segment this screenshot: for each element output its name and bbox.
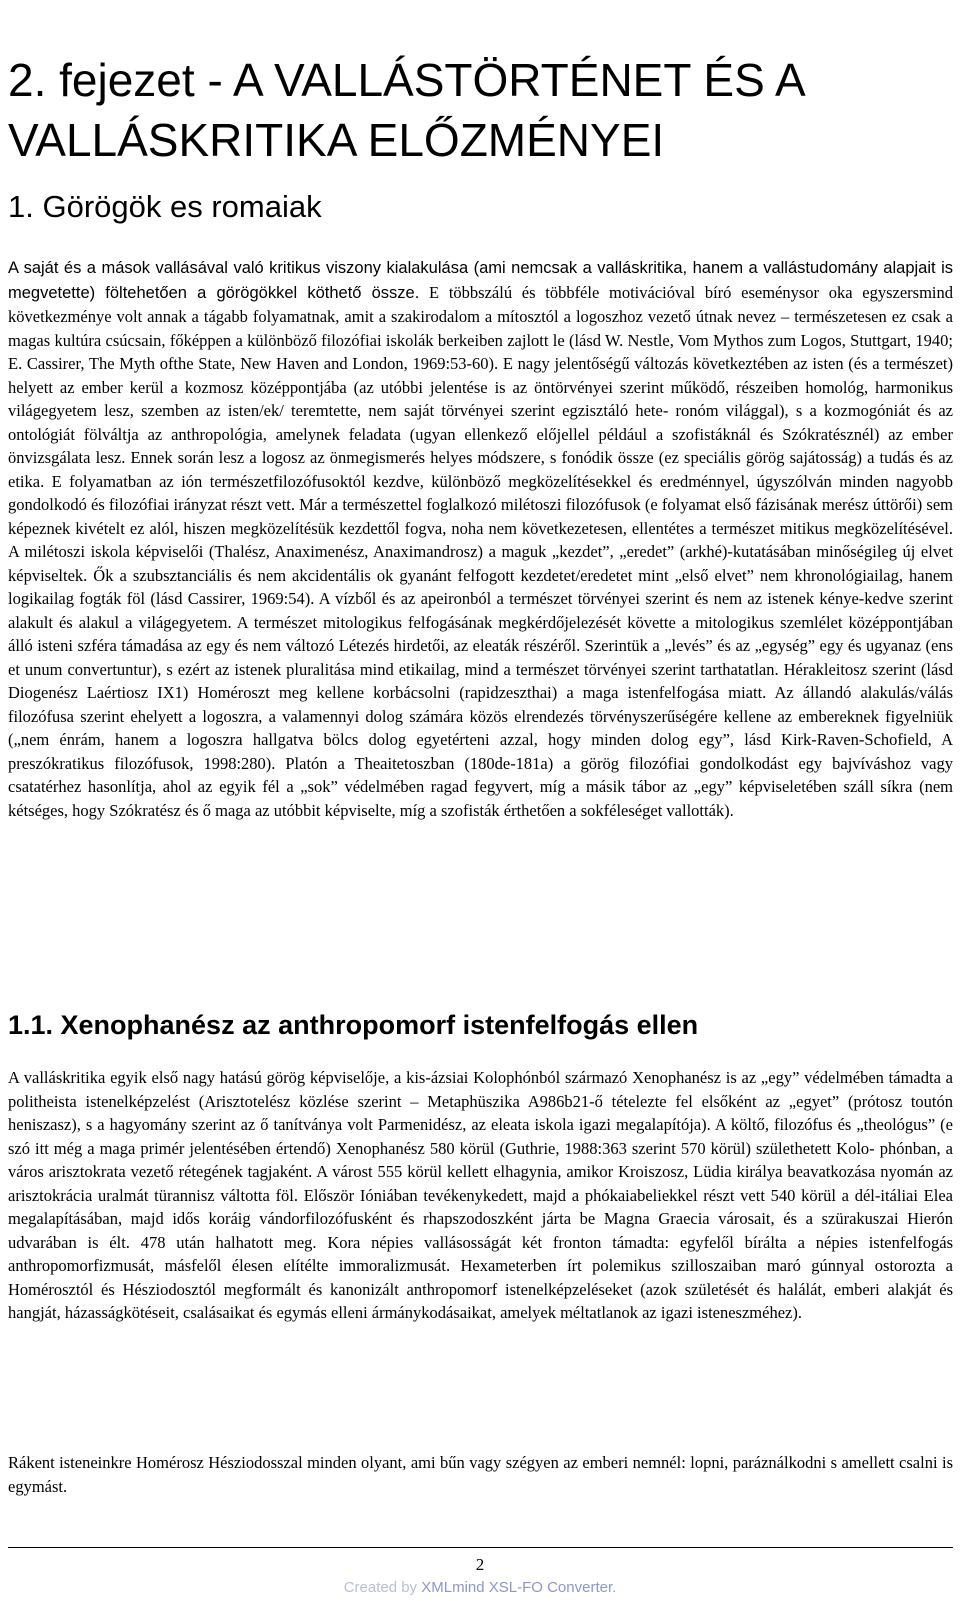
chapter-title: 2. fejezet - A VALLÁSTÖRTÉNET ÉS A VALLÁSKRITIKA ELŐZMÉNYEI bbox=[8, 54, 804, 166]
page-number: 2 bbox=[475, 1555, 485, 1574]
section-title: 1. Görögök es romaiak bbox=[8, 189, 322, 224]
quote-paragraph: Rákent isteneinkre Homérosz Hésziodosszal minden olyant, ami bűn vagy szégyen az emberi nemnél: lopni, paráználkodni s amellett csalni is egymást. bbox=[8, 1453, 953, 1496]
footer-divider bbox=[8, 1547, 953, 1548]
body-paragraph-1 bbox=[8, 256, 953, 822]
paragraph-1-intro: A saját és a mások vallásával való kritikus viszony kialakulása (ami nemcsak a valláskritika, hanem a vallástudomány alapjait is megvetette) föltehetően a görögökkel köthető össze. bbox=[8, 259, 953, 302]
paragraph-1-body: E többszálú és többféle motivációval bíró eseménysor oka egyszersmind következménye volt annak a tágabb folyamatnak, amit a szakirodalom a mítosztól a logoszhoz vezető útnak nevez – természetesen ez csak a magas kultúra csúcsain, főképpen a különböző filozófiai iskolák berkeiben zajlott le (lásd W. Nestle, Vom Mythos zum Logos, Stuttgart, 1940; E. Cassirer, The Myth ofthe State, New Haven and London, 1969:53-60). E nagy jelentőségű változás következtében az isten (és a természet) helyett az ember kerül a kozmosz középpontjába (az utóbbi jelentése is az öntörvényei szerint működő, részeiben homológ, harmonikus világegyetem lesz, szemben az isten/ek/ teremtette, nem saját törvényei szerint egzisztáló hete- ronóm világgal), s a kozmogóniát és az ontológiát fölváltja az anthropológia, amelynek feladata (ugyan ellenkező előjellel például a szofistáknál és Szókratésznél) az ember önvizsgálata lesz. Ennek során lesz a logosz az önmegismerés helyes módszere, s fonódik össze (ez speciális görög sajátosság) a tudás és az etika. E folyamatban az ión természetfilozófusoktól kezdve, különböző megközelítésekkel és eredménnyel, úgyszólván minden nagyobb gondolkodó és filozófiai irányzat részt vett. Már a természettel foglalkozó milétoszi filozófusok (e folyamat első fázisának merész úttörői) sem képeznek kivételt ez alól, hiszen megközelítésük kezdettől fogva, noha nem következetesen, ellentétes a természet mitikus megközelítésével. A milétoszi iskola képviselői (Thalész, Anaximenész, Anaximandrosz) a maguk „kezdet”, „eredet” (arkhé)-kutatásában minőségileg új elvet képviseltek. Ők a szubsztanciális és nem akcidentális ok gyanánt felfogott kezdetet/eredetet mint „első elvet” nem khronológiailag, hanem logikailag fogták föl (lásd Cassirer, 1969:54). A vízből és az apeironból a természet törvényei szerint és nem az istenek kénye-kedve szerint alakult és alakul a világegyetem. A természet mitologikus felfogásának megkérdőjelezését követte a mitologikus szemlélet középpontjában álló isteni szféra támadása az egy és nem változó Létezés hirdetői, az eleaták részéről. Szerintük a „levés” és az „egység” egy és ugyanaz (ens et unum convertuntur), s ezért az istenek pluralitása mind etikailag, mind a természet törvényei szerint tarthatatlan. Hérakleitosz szerint (lásd Diogenész Laértiosz IX1) Homéroszt meg kellene korbácsolni (rapidzeszthai) a maga istenfelfogása miatt. Az állandó alakulás/válás filozófusa szerint ehelyett a logoszra, a valamennyi dolog számára közös elrendezés törvényszerűségére kellene az embereknek figyelniük („nem énrám, hanem a logoszra hallgatva bölcs dolog egyetérteni azzal, hogy minden dolog egy”, lásd Kirk-Raven-Schofield, A preszókratikus filozófusok, 1998:280). Platón a Theaitetoszban (180de-181a) a görög filozófiai gondolkodást egy bajvíváshoz vagy csatatérhez hasonlítja, ahol az egyik fél a „sok” védelmében ragad fegyvert, míg a másik tábor az „egy” képviseletében száll síkra (nem kétséges, hogy Szókratész és ő maga az utóbbit képviselte, míg a szofisták érthetően a sokféleséget vallották). bbox=[8, 282, 953, 820]
footer-created-by: Created by bbox=[343, 1579, 418, 1596]
subsection-title: 1.1. Xenophanész az anthropomorf istenfelfogás ellen bbox=[8, 1010, 699, 1040]
footer-tool-link[interactable]: XMLmind XSL-FO Converter. bbox=[421, 1579, 617, 1596]
body-paragraph-2: A valláskritika egyik első nagy hatású görög képviselője, a kis-ázsiai Kolophónból származó Xenophanész is az „egy” védelmében támadta a politheista istenelképzelést (Arisztotelész közlése szerint – Metaphüszika A986b21-ő tételezte fel elsőként az „egyet” (prótosz toutón heniszasz), s a hagyomány szerint az ő tanítványa volt Parmenidész, az eleata iskola igazi megalapítója). A költő, filozófus és „theológus” (e szó itt még a maga primér jelentésében értendő) Xenophanész 580 körül (Guthrie, 1988:363 szerint 570 körül) születhetett Kolo- phónban, a város arisztokrata vezető rétegének tagjaként. A várost 555 körül kellett elhagynia, amikor Kroiszosz, Lüdia királya beavatkozása nyomán az arisztokrácia uralmát türannisz váltotta föl. Először Ióniában tevékenykedett, majd a phókaiabeliekkel részt vett 540 körül a dél-itáliai Elea megalapításában, majd idős koráig vándorfilozófusként és rhapszodoszként járta be Magna Graecia városait, és a szürakuszai Hierón udvarában is élt. 478 után halhatott meg. Kora népies vallásosságát két fronton támadta: egyfelől bírálta a népies istenfelfogás anthropomorfizmusát, másfelől élesen elítélte immoralizmusát. Hexameterben írt polemikus szilloszaiban maró gúnnyal ostorozta a Homérosztól és Hésziodosztól megformált és kanonizált anthropomorf istenelképzeléseket (azok születését és halálát, emberi alakját és hangját, házasságkötéseit, csalásaikat és egymás elleni ármánykodásaikat, amelyek méltatlanok az igazi isteneszméhez). bbox=[8, 1068, 953, 1322]
converter-footer bbox=[0, 1578, 960, 1598]
